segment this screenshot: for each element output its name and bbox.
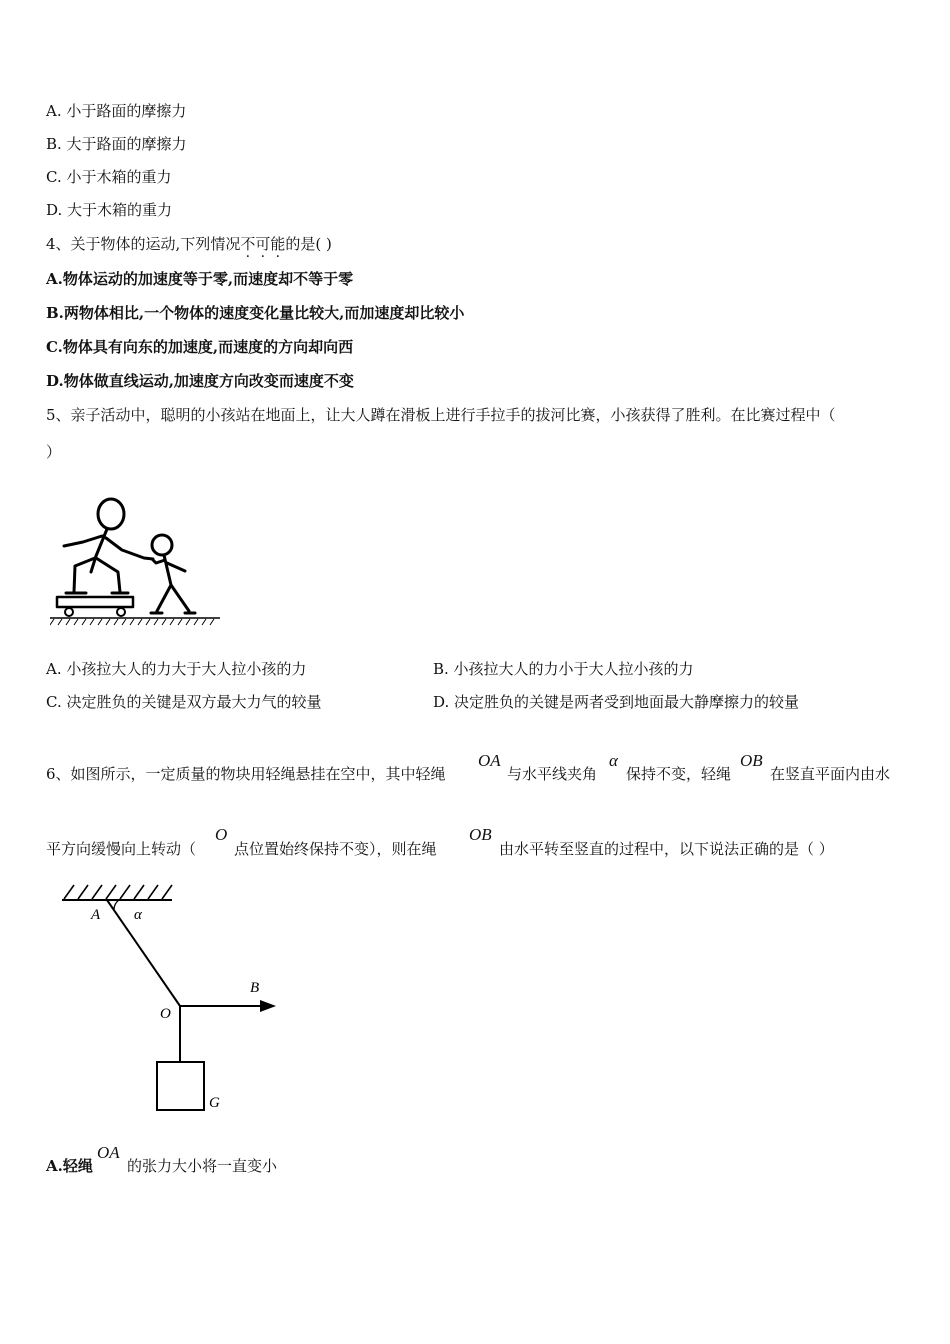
q3-option-c: C. 小于木箱的重力 [46, 168, 172, 186]
q6-option-a-symbol: OA [97, 1143, 120, 1162]
q3-option-a: A. 小于路面的摩擦力 [46, 102, 187, 120]
q5-option-c: C. 决定胜负的关键是双方最大力气的较量 [46, 693, 322, 711]
q5-option-b: B. 小孩拉大人的力小于大人拉小孩的力 [433, 660, 694, 678]
q6-seg4: 在竖直平面内由水 [770, 765, 891, 783]
q6-option-a-suffix: 的张力大小将一直变小 [127, 1157, 278, 1175]
q6-seg6: 点位置始终保持不变），则在绳 [234, 840, 437, 858]
q4-stem-before: 4、关于物体的运动,下列情况 [46, 235, 241, 253]
q5-option-d: D. 决定胜负的关键是两者受到地面最大静摩擦力的较量 [433, 693, 800, 711]
q4-option-d: D.物体做直线运动,加速度方向改变而速度不变 [46, 372, 354, 390]
label-g: G [209, 1095, 220, 1111]
q6-seg1: 6、如图所示，一定质量的物块用轻绳悬挂在空中，其中轻绳 [46, 765, 446, 783]
q4-stem [46, 234, 332, 254]
q4-stem-after: 的是( ) [285, 235, 332, 253]
q6-force-diagram [58, 880, 288, 1116]
q5-stem-line1: 5、亲子活动中，聪明的小孩站在地面上，让大人蹲在滑板上进行手拉手的拔河比赛，小孩获得了胜利。在比赛过程中（ [46, 406, 836, 424]
q4-option-a: A.物体运动的加速度等于零,而速度却不等于零 [46, 270, 354, 288]
alpha-arc [114, 900, 119, 910]
q6-option-a-prefix: A.轻绳 [46, 1157, 93, 1175]
block-g [157, 1062, 204, 1110]
q6-symbol-ob-2: OB [469, 825, 492, 844]
label-o: O [160, 1006, 171, 1022]
q6-symbol-oa: OA [478, 751, 501, 770]
q6-seg3: 保持不变，轻绳 [626, 765, 732, 783]
tug-of-war-figure [50, 494, 222, 629]
arrow-head [260, 1000, 276, 1012]
q6-seg5: 平方向缓慢向上转动（ [46, 840, 197, 858]
q4-option-b: B.两物体相比,一个物体的速度变化量比较大,而加速度却比较小 [46, 304, 465, 322]
q4-emph-2: 可 [255, 235, 271, 253]
q4-emph-1: 不 [240, 235, 256, 253]
q6-symbol-o: O [215, 825, 228, 844]
label-b: B [250, 980, 260, 996]
rope-oa [107, 900, 180, 1006]
q5-stem-line2: ） [46, 443, 62, 461]
label-alpha: α [134, 907, 142, 923]
q3-option-d: D. 大于木箱的重力 [46, 201, 173, 219]
q3-option-b: B. 大于路面的摩擦力 [46, 135, 187, 153]
q6-seg7: 由水平转至竖直的过程中，以下说法正确的是（ ） [499, 840, 834, 858]
q6-symbol-ob: OB [740, 751, 763, 770]
q6-symbol-alpha: α [609, 751, 618, 770]
q4-emph-3: 能 [270, 235, 286, 253]
label-a: A [91, 907, 101, 923]
q6-seg2: 与水平线夹角 [507, 765, 598, 783]
q5-option-a: A. 小孩拉大人的力大于大人拉小孩的力 [46, 660, 307, 678]
q4-option-c: C.物体具有向东的加速度,而速度的方向却向西 [46, 338, 354, 356]
